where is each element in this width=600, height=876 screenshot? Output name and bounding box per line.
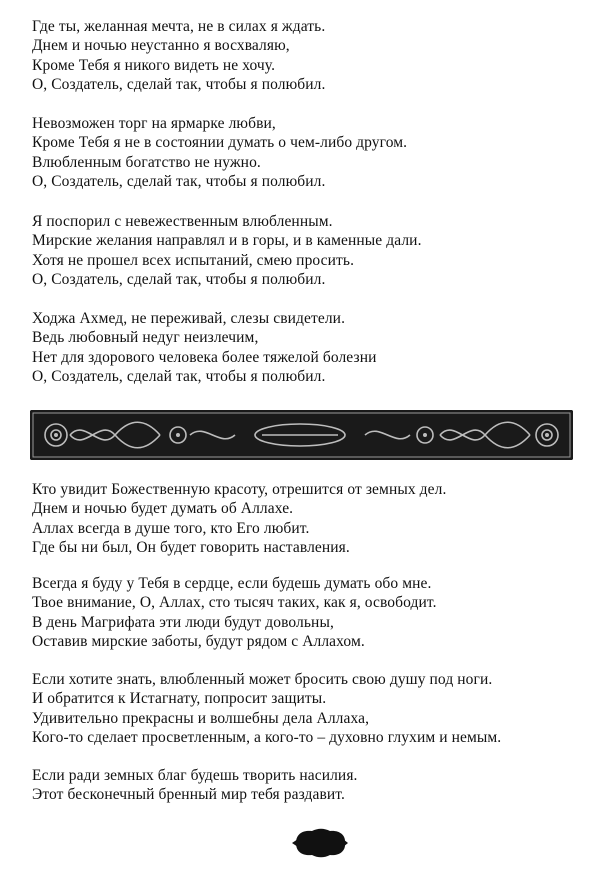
poem-line: Этот бесконечный бренный мир тебя раздавит. bbox=[32, 786, 345, 804]
poem-stanza bbox=[32, 212, 577, 290]
poem-line: Кого-то сделает просветленным, а кого-то – духовно глухим и немым. bbox=[32, 729, 502, 747]
poem-line: Мирские желания направлял и в горы, и в каменные дали. bbox=[32, 232, 422, 250]
poem-line: Где ты, желанная мечта, не в силах я ждать. bbox=[32, 18, 326, 35]
poem-line: Ходжа Ахмед, не переживай, слезы свидетели. bbox=[32, 310, 346, 327]
poem-line: О, Создатель, сделай так, чтобы я полюбил. bbox=[32, 173, 326, 191]
poem-line: Ведь любовный недуг неизлечим, bbox=[32, 329, 259, 347]
poem-line: О, Создатель, сделай так, чтобы я полюбил. bbox=[32, 271, 326, 289]
poem-stanza bbox=[32, 574, 577, 652]
poem-line: Кроме Тебя я не в состоянии думать о чем-либо другом. bbox=[32, 134, 408, 152]
poem-line: Кто увидит Божественную красоту, отрешится от земных дел. bbox=[32, 481, 447, 498]
poem-stanza bbox=[32, 309, 577, 387]
floral-ornament-icon bbox=[30, 410, 573, 460]
ornamental-divider bbox=[30, 410, 573, 460]
poem-stanza bbox=[32, 670, 577, 748]
poem-line: Если хотите знать, влюбленный может бросить свою душу под ноги. bbox=[32, 671, 493, 688]
poem-line: В день Магрифата эти люди будут довольны, bbox=[32, 613, 334, 631]
page-number-plate-icon bbox=[290, 827, 350, 859]
poem-line: И обратится к Истагнату, попросит защиты. bbox=[32, 690, 327, 708]
poem-stanza bbox=[32, 17, 577, 95]
poem-line: Нет для здорового человека более тяжелой болезни bbox=[32, 348, 377, 366]
poem-line: Твое внимание, О, Аллах, сто тысяч таких, как я, освободит. bbox=[32, 594, 437, 612]
poem-stanza bbox=[32, 766, 577, 805]
poem-line: Днем и ночью будет думать об Аллахе. bbox=[32, 500, 294, 518]
poem-line: Если ради земных благ будешь творить насилия. bbox=[32, 767, 358, 784]
poem-line: Я поспорил с невежественным влюбленным. bbox=[32, 213, 333, 230]
poem-line: О, Создатель, сделай так, чтобы я полюбил. bbox=[32, 368, 326, 386]
poem-stanza bbox=[32, 114, 577, 192]
poem-line: Хотя не прошел всех испытаний, смею просить. bbox=[32, 251, 355, 269]
poem-line: Кроме Тебя я никого видеть не хочу. bbox=[32, 56, 276, 74]
poem-stanza bbox=[32, 480, 577, 558]
poem-line: Где бы ни был, Он будет говорить наставления. bbox=[32, 539, 350, 557]
poem-line: Оставив мирские заботы, будут рядом с Аллахом. bbox=[32, 633, 365, 651]
poem-line: Днем и ночью неустанно я восхваляю, bbox=[32, 37, 290, 55]
poem-line: Удивительно прекрасны и волшебны дела Аллаха, bbox=[32, 709, 370, 727]
poem-line: О, Создатель, сделай так, чтобы я полюбил. bbox=[32, 76, 326, 94]
poem-line: Всегда я буду у Тебя в сердце, если будешь думать обо мне. bbox=[32, 575, 432, 592]
poem-line: Влюбленным богатство не нужно. bbox=[32, 153, 261, 171]
page-number-plate bbox=[290, 827, 350, 859]
poem-line: Невозможен торг на ярмарке любви, bbox=[32, 115, 276, 132]
poem-line: Аллах всегда в душе того, кто Его любит. bbox=[32, 519, 310, 537]
